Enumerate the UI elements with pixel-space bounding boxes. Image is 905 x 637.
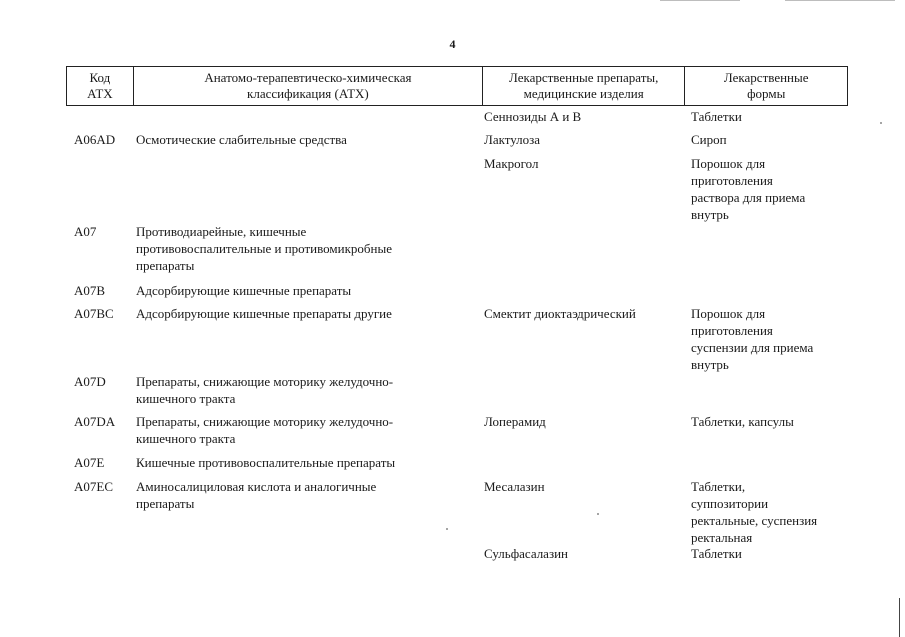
dosage-form: Таблетки	[691, 546, 742, 561]
scan-line	[785, 0, 895, 1]
atc-code: A07DA	[74, 414, 116, 429]
dosage-form: Сироп	[691, 132, 727, 147]
table-header	[66, 66, 848, 106]
header-classification: Анатомо-терапевтическо-химическая классификация (АТХ)	[133, 67, 482, 105]
drug-name: Сеннозиды А и В	[484, 109, 582, 124]
header-drugs: Лекарственные препараты, медицинские изделия	[482, 67, 684, 105]
scan-speck	[446, 528, 448, 530]
dosage-form: Таблетки, суппозитории ректальные, суспензия ректальная	[691, 479, 818, 545]
atc-classification: Адсорбирующие кишечные препараты	[136, 283, 352, 298]
atc-code: A07	[74, 224, 97, 239]
atc-code: A07EC	[74, 479, 113, 494]
atc-code: A07B	[74, 283, 106, 298]
drug-name: Сульфасалазин	[484, 546, 569, 561]
dosage-form: Таблетки, капсулы	[691, 414, 794, 429]
atc-classification: Адсорбирующие кишечные препараты другие	[136, 306, 392, 321]
atc-classification: Кишечные противовоспалительные препараты	[136, 455, 396, 470]
atc-code: A07E	[74, 455, 105, 470]
dosage-form: Таблетки	[691, 109, 742, 124]
atc-classification: Осмотические слабительные средства	[136, 132, 347, 147]
header-code: Код АТХ	[87, 70, 113, 101]
drug-name: Макрогол	[484, 156, 539, 171]
drug-name: Смектит диоктаэдрический	[484, 306, 636, 321]
atc-classification: Противодиарейные, кишечные противовоспалительные и противомикробные препараты	[136, 224, 392, 273]
drug-name: Лоперамид	[484, 414, 546, 429]
dosage-form: Порошок для приготовления раствора для приема внутрь	[691, 156, 806, 222]
scan-speck	[597, 513, 599, 515]
atc-code: A06AD	[74, 132, 116, 147]
scan-speck	[880, 122, 882, 124]
atc-classification: Препараты, снижающие моторику желудочно- кишечного тракта	[136, 374, 394, 406]
dosage-form: Порошок для приготовления суспензии для приема внутрь	[691, 306, 814, 372]
page-edge-line	[899, 598, 900, 637]
header-forms: Лекарственные формы	[684, 67, 847, 105]
atc-code: A07D	[74, 374, 106, 389]
drug-name: Лактулоза	[484, 132, 541, 147]
atc-classification: Препараты, снижающие моторику желудочно- кишечного тракта	[136, 414, 394, 446]
scan-line	[660, 0, 740, 1]
atc-classification: Аминосалициловая кислота и аналогичные препараты	[136, 479, 377, 511]
drug-name: Месалазин	[484, 479, 545, 494]
page-number: 4	[449, 37, 456, 51]
atc-code: A07BC	[74, 306, 114, 321]
